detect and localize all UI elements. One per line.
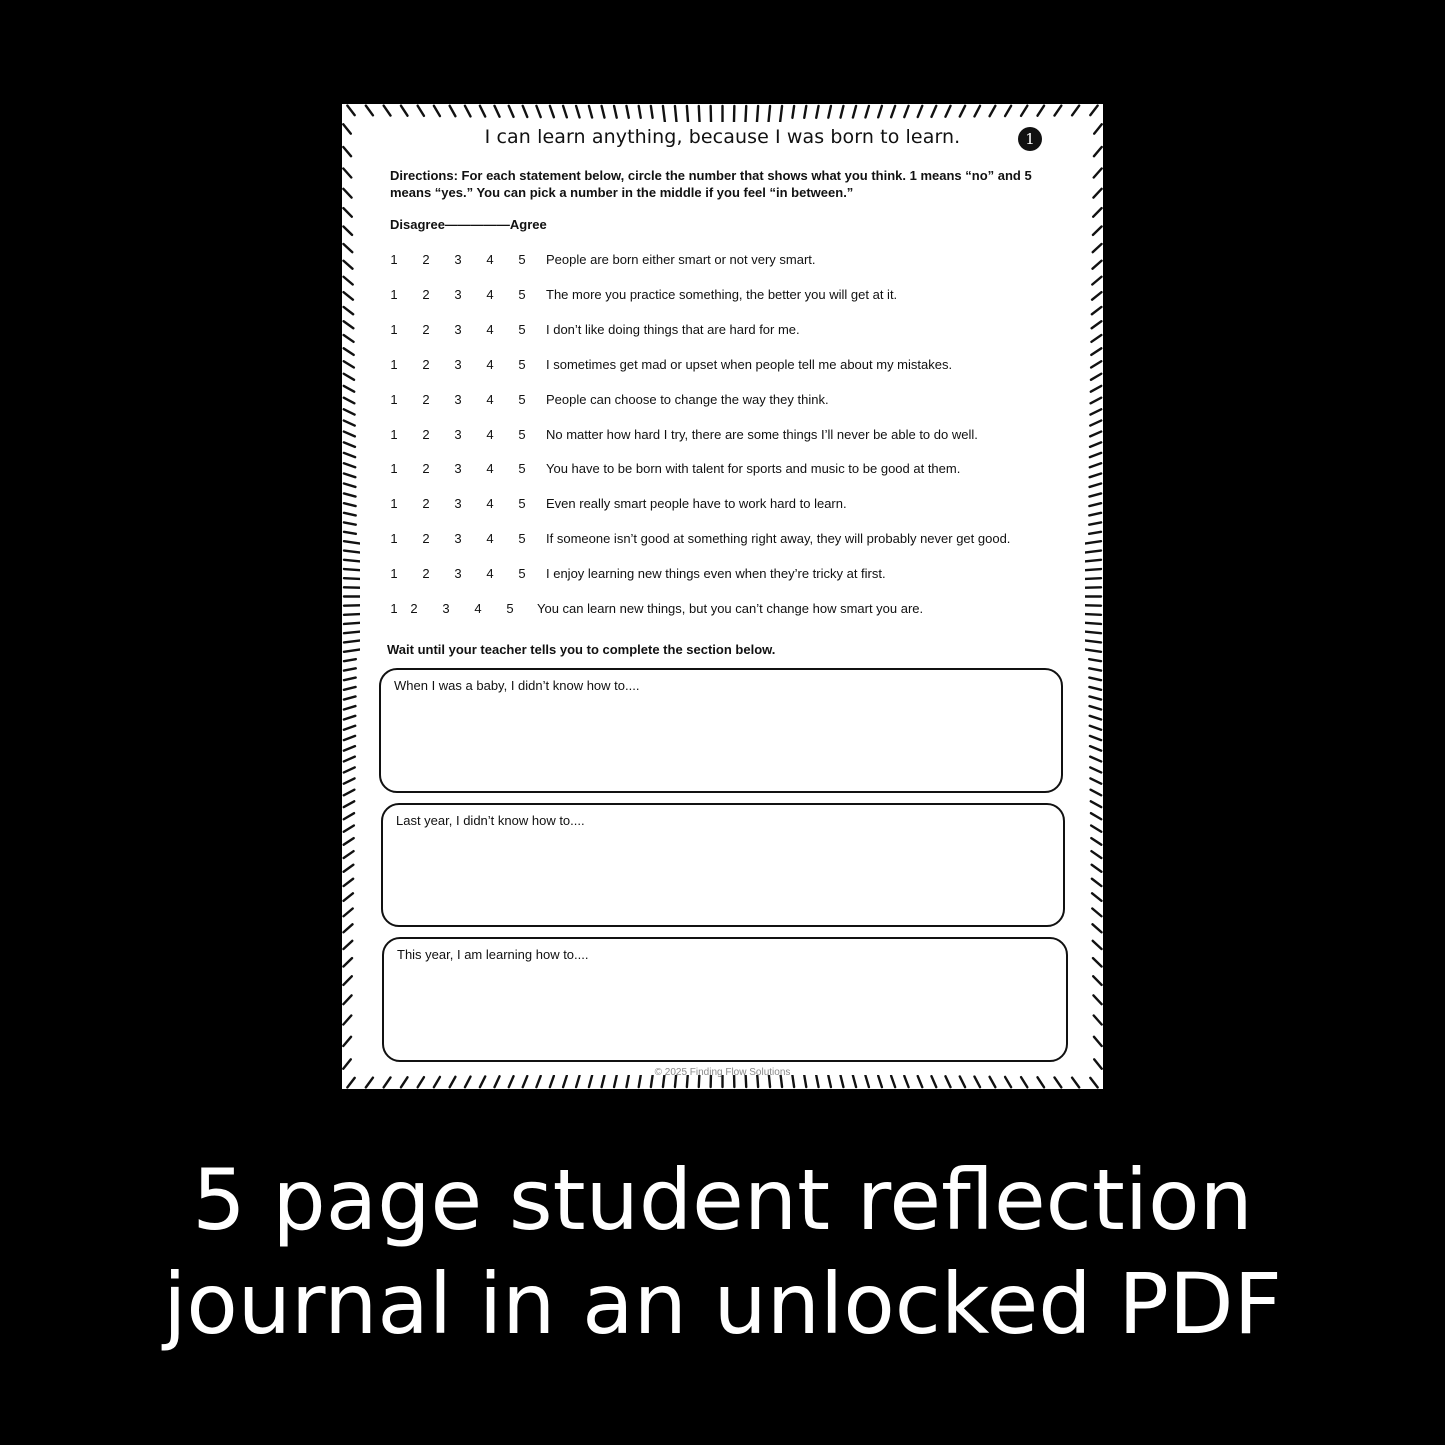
sunburst-ray bbox=[434, 1077, 440, 1087]
sunburst-ray bbox=[904, 106, 908, 117]
sunburst-ray bbox=[344, 493, 356, 496]
sunburst-ray bbox=[918, 106, 923, 117]
statement-text: Even really smart people have to work hard to learn. bbox=[546, 496, 847, 512]
sunburst-ray bbox=[1021, 106, 1027, 116]
statement-text: If someone isn’t good at something right away, they will probably never get good. bbox=[546, 531, 1011, 547]
rating-option-4[interactable]: 4 bbox=[486, 391, 494, 407]
sunburst-ray bbox=[401, 106, 408, 116]
sunburst-ray bbox=[1090, 746, 1101, 751]
sunburst-ray bbox=[1092, 307, 1102, 314]
sunburst-ray bbox=[344, 484, 355, 487]
sunburst-ray bbox=[1091, 374, 1101, 380]
sunburst-ray bbox=[1090, 757, 1101, 762]
sunburst-ray bbox=[434, 106, 440, 116]
sunburst-ray bbox=[347, 106, 354, 116]
rating-option-3[interactable]: 3 bbox=[454, 496, 462, 512]
rating-option-2[interactable]: 2 bbox=[422, 496, 430, 512]
rating-option-1[interactable]: 1 bbox=[390, 321, 398, 337]
sunburst-ray bbox=[589, 106, 592, 118]
rating-option-4[interactable]: 4 bbox=[486, 286, 494, 302]
sunburst-ray bbox=[344, 893, 353, 901]
sunburst-ray bbox=[344, 374, 354, 380]
statement-row bbox=[390, 322, 1070, 342]
statement-row bbox=[390, 252, 1070, 272]
sunburst-ray bbox=[344, 386, 354, 392]
statement-text: I sometimes get mad or upset when people tell me about my mistakes. bbox=[546, 356, 953, 372]
sunburst-ray bbox=[1090, 106, 1097, 116]
sunburst-ray bbox=[343, 208, 351, 217]
rating-option-2[interactable]: 2 bbox=[422, 252, 430, 267]
sunburst-ray bbox=[1093, 958, 1102, 966]
rating-option-1[interactable]: 1 bbox=[390, 356, 398, 372]
sunburst-ray bbox=[384, 1077, 391, 1087]
sunburst-ray bbox=[1089, 532, 1101, 534]
sunburst-ray bbox=[1094, 1016, 1102, 1025]
sunburst-ray bbox=[1091, 361, 1101, 367]
sunburst-ray bbox=[344, 736, 355, 740]
sunburst-ray bbox=[1091, 790, 1102, 796]
sunburst-ray bbox=[344, 307, 354, 314]
sunburst-ray bbox=[1089, 493, 1101, 496]
sunburst-ray bbox=[344, 421, 355, 426]
sunburst-ray bbox=[1090, 453, 1101, 457]
statement-text: I don’t like doing things that are hard for me. bbox=[546, 321, 800, 337]
sunburst-ray bbox=[344, 706, 355, 709]
sunburst-ray bbox=[344, 865, 354, 872]
rating-option-1[interactable]: 1 bbox=[390, 426, 398, 442]
statement-text: People are born either smart or not very smart. bbox=[546, 252, 816, 267]
rating-option-3[interactable]: 3 bbox=[454, 286, 462, 302]
sunburst-ray bbox=[1091, 838, 1101, 845]
sunburst-ray bbox=[1089, 522, 1101, 524]
rating-option-3[interactable]: 3 bbox=[454, 356, 462, 372]
sunburst-ray bbox=[792, 106, 794, 118]
sunburst-ray bbox=[344, 348, 354, 355]
sunburst-ray bbox=[450, 106, 456, 116]
sunburst-ray bbox=[343, 261, 352, 269]
sunburst-ray bbox=[344, 409, 355, 414]
rating-option-4[interactable]: 4 bbox=[486, 566, 494, 582]
sunburst-ray bbox=[344, 813, 354, 819]
sunburst-ray bbox=[344, 277, 353, 285]
sunburst-ray bbox=[1090, 778, 1101, 783]
sunburst-ray bbox=[1090, 484, 1101, 487]
rating-option-5[interactable]: 5 bbox=[518, 426, 526, 442]
statement-text: People can choose to change the way they think. bbox=[546, 391, 829, 407]
sunburst-ray bbox=[536, 106, 540, 117]
sunburst-ray bbox=[343, 1016, 351, 1025]
rating-option-1[interactable]: 1 bbox=[390, 531, 398, 547]
sunburst-ray bbox=[509, 106, 514, 117]
copyright-footer: © 2025 Finding Flow Solutions bbox=[654, 1067, 791, 1078]
sunburst-ray bbox=[974, 1077, 980, 1088]
statement-text: I enjoy learning new things even when they’re tricky at first. bbox=[546, 566, 886, 582]
sunburst-ray bbox=[366, 1078, 373, 1088]
rating-option-5[interactable]: 5 bbox=[518, 461, 526, 477]
sunburst-ray bbox=[550, 106, 554, 117]
sunburst-ray bbox=[343, 976, 351, 985]
sunburst-ray bbox=[494, 106, 499, 117]
rating-option-3[interactable]: 3 bbox=[454, 252, 462, 267]
sunburst-ray bbox=[480, 1076, 485, 1087]
sunburst-ray bbox=[344, 746, 355, 751]
rating-option-2[interactable]: 2 bbox=[410, 601, 418, 616]
sunburst-ray bbox=[343, 226, 352, 234]
sunburst-ray bbox=[1021, 1077, 1027, 1087]
rating-option-1[interactable]: 1 bbox=[390, 391, 398, 407]
sunburst-ray bbox=[344, 687, 356, 690]
sunburst-ray bbox=[1091, 398, 1102, 404]
sunburst-ray bbox=[1037, 1077, 1044, 1087]
sunburst-ray bbox=[1091, 386, 1101, 392]
rating-option-4[interactable]: 4 bbox=[486, 252, 494, 267]
sunburst-ray bbox=[1005, 1077, 1011, 1087]
caption-line-1: 5 page student reflection bbox=[192, 1151, 1253, 1249]
sunburst-ray bbox=[1093, 261, 1102, 269]
rating-option-2[interactable]: 2 bbox=[422, 426, 430, 442]
sunburst-ray bbox=[1090, 736, 1101, 740]
rating-option-5[interactable]: 5 bbox=[518, 531, 526, 547]
sunburst-ray bbox=[344, 292, 353, 300]
rating-option-1[interactable]: 1 bbox=[390, 496, 398, 512]
sunburst-ray bbox=[366, 106, 373, 116]
page-number-badge: 1 bbox=[1018, 127, 1042, 151]
rating-option-3[interactable]: 3 bbox=[454, 391, 462, 407]
sunburst-ray bbox=[480, 106, 485, 117]
sunburst-ray bbox=[343, 189, 351, 198]
sunburst-ray bbox=[344, 453, 355, 457]
sunburst-ray bbox=[1090, 421, 1101, 426]
rating-option-3[interactable]: 3 bbox=[454, 531, 462, 547]
sunburst-ray bbox=[990, 106, 996, 116]
sunburst-ray bbox=[878, 106, 882, 117]
rating-option-1[interactable]: 1 bbox=[390, 286, 398, 302]
sunburst-ray bbox=[1091, 348, 1101, 355]
reflection-box-last-year[interactable] bbox=[381, 803, 1065, 927]
sunburst-ray bbox=[344, 532, 356, 534]
sunburst-ray bbox=[1089, 668, 1101, 670]
sunburst-ray bbox=[1091, 851, 1101, 858]
sunburst-ray bbox=[450, 1077, 456, 1087]
sunburst-ray bbox=[344, 908, 353, 916]
rating-option-3[interactable]: 3 bbox=[454, 321, 462, 337]
rating-option-5[interactable]: 5 bbox=[518, 321, 526, 337]
sunburst-ray bbox=[344, 716, 355, 720]
rating-option-2[interactable]: 2 bbox=[422, 356, 430, 372]
statement-text: You can learn new things, but you can’t change how smart you are. bbox=[537, 601, 924, 616]
rating-option-2[interactable]: 2 bbox=[422, 286, 430, 302]
sunburst-ray bbox=[1092, 893, 1101, 901]
rating-option-2[interactable]: 2 bbox=[422, 531, 430, 547]
sunburst-ray bbox=[343, 1037, 351, 1046]
sunburst-ray bbox=[343, 995, 351, 1004]
sunburst-ray bbox=[1090, 716, 1101, 720]
sunburst-ray bbox=[1090, 442, 1101, 447]
sunburst-ray bbox=[1092, 292, 1101, 300]
statement-row bbox=[390, 287, 1070, 307]
sunburst-ray bbox=[804, 106, 806, 118]
worksheet-title: I can learn anything, because I was born to learn. bbox=[484, 126, 961, 148]
sunburst-ray bbox=[343, 244, 352, 252]
statement-row bbox=[390, 566, 1070, 586]
sunburst-ray bbox=[1091, 825, 1101, 831]
statement-row bbox=[390, 392, 1070, 412]
sunburst-ray bbox=[602, 106, 605, 118]
sunburst-ray bbox=[614, 106, 617, 118]
rating-option-1[interactable]: 1 bbox=[390, 601, 398, 616]
sunburst-ray bbox=[344, 838, 354, 845]
sunburst-ray bbox=[418, 1077, 424, 1087]
sunburst-ray bbox=[343, 958, 352, 966]
sunburst-ray bbox=[1093, 208, 1101, 217]
sunburst-ray bbox=[343, 941, 352, 949]
sunburst-ray bbox=[344, 442, 355, 447]
statement-text: No matter how hard I try, there are some things I’ll never be able to do well. bbox=[546, 426, 978, 442]
sunburst-ray bbox=[1089, 696, 1101, 699]
sunburst-ray bbox=[1089, 678, 1101, 681]
rating-option-5[interactable]: 5 bbox=[518, 286, 526, 302]
sunburst-ray bbox=[401, 1077, 408, 1087]
sunburst-ray bbox=[344, 473, 355, 477]
rating-option-5[interactable]: 5 bbox=[518, 566, 526, 582]
sunburst-ray bbox=[990, 1077, 996, 1087]
sunburst-ray bbox=[344, 432, 355, 437]
sunburst-ray bbox=[1005, 106, 1011, 116]
sunburst-ray bbox=[344, 790, 355, 796]
sunburst-ray bbox=[931, 106, 936, 117]
scale-header: Disagree—————Agree bbox=[390, 217, 547, 232]
worksheet-page bbox=[342, 104, 1103, 1089]
reflection-prompt: Last year, I didn’t know how to.... bbox=[396, 813, 585, 828]
reflection-prompt: This year, I am learning how to.... bbox=[397, 947, 589, 962]
sunburst-ray bbox=[344, 757, 355, 762]
sunburst-ray bbox=[1054, 1077, 1061, 1087]
sunburst-ray bbox=[344, 463, 355, 467]
sunburst-ray bbox=[1090, 726, 1101, 730]
sunburst-ray bbox=[1092, 879, 1102, 886]
sunburst-ray bbox=[1093, 189, 1101, 198]
sunburst-ray bbox=[1092, 321, 1102, 328]
sunburst-ray bbox=[1072, 106, 1079, 116]
caption-line-2: journal in an unlocked PDF bbox=[163, 1255, 1282, 1353]
rating-option-5[interactable]: 5 bbox=[518, 252, 526, 267]
sunburst-ray bbox=[1091, 801, 1101, 807]
sunburst-ray bbox=[344, 503, 356, 506]
sunburst-ray bbox=[1090, 463, 1101, 467]
sunburst-ray bbox=[1093, 976, 1101, 985]
sunburst-ray bbox=[1091, 335, 1101, 342]
sunburst-ray bbox=[465, 1077, 471, 1088]
promo-caption bbox=[0, 1148, 1445, 1356]
statement-row bbox=[390, 461, 1070, 481]
sunburst-ray bbox=[1093, 924, 1102, 932]
sunburst-ray bbox=[1094, 147, 1102, 156]
sunburst-ray bbox=[1093, 244, 1102, 252]
sunburst-ray bbox=[865, 106, 868, 117]
statement-row bbox=[390, 531, 1070, 551]
rating-option-4[interactable]: 4 bbox=[486, 461, 494, 477]
statement-row bbox=[390, 427, 1070, 447]
sunburst-ray bbox=[1090, 409, 1101, 414]
sunburst-ray bbox=[1093, 226, 1102, 234]
sunburst-ray bbox=[853, 106, 856, 118]
sunburst-ray bbox=[960, 106, 965, 117]
statement-row bbox=[390, 601, 1070, 621]
reflection-box-this-year[interactable] bbox=[382, 937, 1068, 1062]
sunburst-ray bbox=[344, 513, 356, 516]
sunburst-ray bbox=[1089, 659, 1101, 661]
sunburst-ray bbox=[1090, 1078, 1097, 1088]
sunburst-ray bbox=[344, 361, 354, 367]
sunburst-ray bbox=[343, 924, 352, 932]
sunburst-ray bbox=[344, 879, 354, 886]
rating-option-5[interactable]: 5 bbox=[518, 356, 526, 372]
rating-option-4[interactable]: 4 bbox=[486, 356, 494, 372]
sunburst-ray bbox=[1089, 513, 1101, 516]
sunburst-ray bbox=[576, 106, 579, 117]
rating-option-1[interactable]: 1 bbox=[390, 461, 398, 477]
rating-option-4[interactable]: 4 bbox=[486, 426, 494, 442]
sunburst-ray bbox=[945, 106, 950, 117]
sunburst-ray bbox=[1092, 908, 1101, 916]
sunburst-ray bbox=[523, 106, 528, 117]
sunburst-ray bbox=[974, 106, 980, 117]
rating-option-3[interactable]: 3 bbox=[454, 426, 462, 442]
sunburst-ray bbox=[1093, 995, 1101, 1004]
rating-option-5[interactable]: 5 bbox=[506, 601, 514, 616]
sunburst-ray bbox=[465, 106, 471, 117]
sunburst-ray bbox=[1092, 277, 1101, 285]
reflection-box-baby[interactable] bbox=[379, 668, 1063, 793]
sunburst-ray bbox=[841, 106, 844, 118]
wait-instruction: Wait until your teacher tells you to complete the section below. bbox=[387, 642, 776, 657]
sunburst-ray bbox=[384, 106, 391, 116]
rating-option-5[interactable]: 5 bbox=[518, 391, 526, 407]
sunburst-ray bbox=[1072, 1078, 1079, 1088]
statement-row bbox=[390, 357, 1070, 377]
sunburst-ray bbox=[344, 767, 355, 772]
rating-option-1[interactable]: 1 bbox=[390, 252, 398, 267]
rating-option-3[interactable]: 3 bbox=[442, 601, 450, 616]
sunburst-ray bbox=[344, 726, 355, 730]
sunburst-ray bbox=[1090, 432, 1101, 437]
rating-option-3[interactable]: 3 bbox=[454, 461, 462, 477]
sunburst-ray bbox=[344, 335, 354, 342]
sunburst-ray bbox=[626, 106, 628, 118]
sunburst-ray bbox=[1090, 767, 1101, 772]
rating-option-2[interactable]: 2 bbox=[422, 461, 430, 477]
sunburst-ray bbox=[1094, 169, 1102, 178]
rating-option-2[interactable]: 2 bbox=[422, 391, 430, 407]
sunburst-ray bbox=[344, 825, 354, 831]
sunburst-ray bbox=[639, 106, 641, 118]
sunburst-ray bbox=[344, 321, 354, 328]
sunburst-ray bbox=[960, 1076, 965, 1087]
sunburst-ray bbox=[343, 169, 351, 178]
sunburst-ray bbox=[344, 668, 356, 670]
sunburst-ray bbox=[1089, 687, 1101, 690]
rating-option-4[interactable]: 4 bbox=[486, 531, 494, 547]
sunburst-ray bbox=[828, 106, 831, 118]
sunburst-ray bbox=[344, 778, 355, 783]
sunburst-ray bbox=[344, 801, 354, 807]
sunburst-ray bbox=[1054, 106, 1061, 116]
rating-option-2[interactable]: 2 bbox=[422, 566, 430, 582]
sunburst-ray bbox=[816, 106, 818, 118]
sunburst-ray bbox=[344, 696, 356, 699]
sunburst-ray bbox=[1093, 941, 1102, 949]
sunburst-ray bbox=[418, 106, 424, 116]
rating-option-4[interactable]: 4 bbox=[474, 601, 482, 616]
rating-option-3[interactable]: 3 bbox=[454, 566, 462, 582]
sunburst-ray bbox=[344, 678, 356, 681]
statement-text: You have to be born with talent for sports and music to be good at them. bbox=[546, 461, 961, 477]
sunburst-ray bbox=[1090, 706, 1101, 709]
sunburst-ray bbox=[1089, 503, 1101, 506]
sunburst-ray bbox=[563, 106, 567, 117]
sunburst-ray bbox=[343, 147, 351, 156]
sunburst-ray bbox=[344, 398, 355, 404]
sunburst-ray bbox=[344, 659, 356, 661]
sunburst-ray bbox=[1092, 865, 1102, 872]
sunburst-ray bbox=[1037, 106, 1044, 116]
rating-option-5[interactable]: 5 bbox=[518, 496, 526, 512]
sunburst-ray bbox=[1090, 473, 1101, 477]
rating-option-1[interactable]: 1 bbox=[390, 566, 398, 582]
sunburst-ray bbox=[891, 106, 895, 117]
rating-option-4[interactable]: 4 bbox=[486, 321, 494, 337]
reflection-prompt: When I was a baby, I didn’t know how to.... bbox=[394, 678, 640, 693]
sunburst-ray bbox=[651, 106, 653, 118]
sunburst-ray bbox=[344, 522, 356, 524]
directions-text: Directions: For each statement below, circle the number that shows what you think. 1 means “no” and 5 means “yes.” You can pick a number in the middle if you feel “in between.” bbox=[390, 168, 1032, 200]
sunburst-ray bbox=[1094, 1037, 1102, 1046]
sunburst-ray bbox=[347, 1078, 354, 1088]
statement-row bbox=[390, 496, 1070, 516]
rating-option-2[interactable]: 2 bbox=[422, 321, 430, 337]
rating-option-4[interactable]: 4 bbox=[486, 496, 494, 512]
statement-text: The more you practice something, the better you will get at it. bbox=[546, 286, 898, 302]
sunburst-ray bbox=[1091, 813, 1101, 819]
sunburst-ray bbox=[344, 851, 354, 858]
